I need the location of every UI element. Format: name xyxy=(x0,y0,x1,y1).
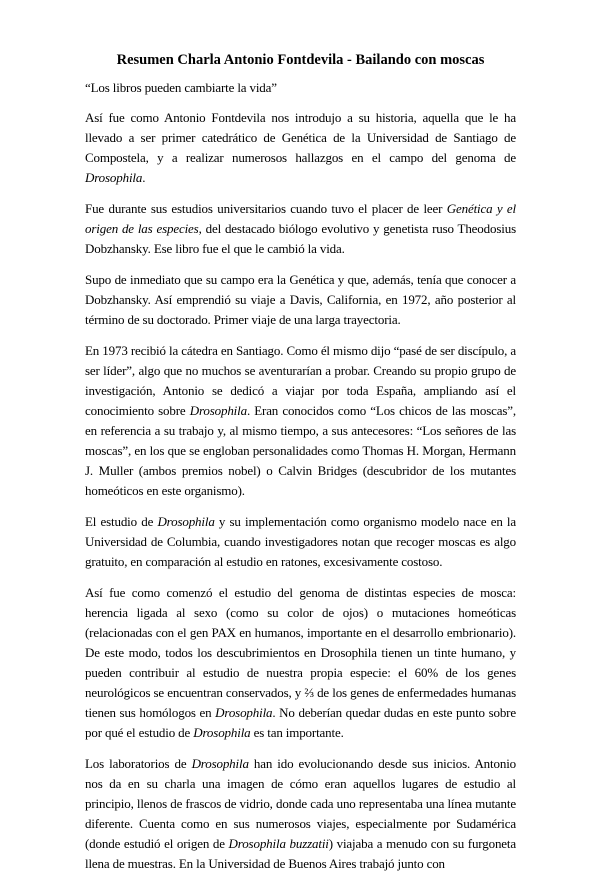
species-name: Drosophila buzzatii xyxy=(228,836,329,851)
species-name: Drosophila xyxy=(157,514,215,529)
species-name: Drosophila xyxy=(189,403,247,418)
paragraph-1: Así fue como Antonio Fontdevila nos introdujo a su historia, aquella que le ha llevado a ser primer catedrático de Genética de la Universidad de Santiago de Compostela, y a realizar numerosos hallazgos en el campo del genoma de Drosophila. xyxy=(85,110,516,185)
paragraph-4: En 1973 recibió la cátedra en Santiago. Como él mismo dijo “pasé de ser discípulo, a ser líder”, algo que no muchos se aventurarían a probar. Creando su propio grupo de investigación, Antonio se dedicó a viajar por toda España, ampliando así el conocimiento sobre Drosophila. Eran conocidos como “Los chicos de las moscas”, en referencia a su trabajo y, al mismo tiempo, a sus antecesores: “Los señores de las moscas”, en los que se engloban personalidades como Thomas H. Morgan, Hermann J. Muller (ambos premios nobel) o Calvin Bridges (descubridor de los mutantes homeóticos en este organismo). xyxy=(85,343,516,498)
species-name: Drosophila xyxy=(193,725,251,740)
paragraph-6: Así fue como comenzó el estudio del genoma de distintas especies de mosca: herencia ligada al sexo (como su color de ojos) o mutaciones homeóticas (relacionadas con el gen PAX en humanos, importante en el desarrollo embrionario). De este modo, todos los descubrimientos en Drosophila tienen un tinte humano, y pueden contribuir al estudio de nuestra propia especie: el 60% de los genes neurológicos se encuentran conservados, y ⅔ de los genes de enfermedades humanas tienen sus homólogos en Drosophila. No deberían quedar dudas en este punto sobre por qué el estudio de Drosophila es tan importante. xyxy=(85,585,516,740)
species-name: Drosophila xyxy=(85,170,143,185)
paragraph-3: Supo de inmediato que su campo era la Genética y que, además, tenía que conocer a Dobzhansky. Así emprendió su viaje a Davis, California, en 1972, año posterior al término de su doctorado. Primer viaje de una larga trayectoria. xyxy=(85,272,516,327)
species-name: Drosophila xyxy=(215,705,273,720)
opening-quote: “Los libros pueden cambiarte la vida” xyxy=(85,80,277,95)
paragraph-5: El estudio de Drosophila y su implementación como organismo modelo nace en la Universidad de Columbia, cuando investigadores notan que recoger moscas es algo gratuito, en comparación al estudio en ratones, excesivamente costoso. xyxy=(85,514,516,569)
document-title: Resumen Charla Antonio Fontdevila - Bailando con moscas xyxy=(116,52,485,68)
book-title: Genética y el origen de las especies xyxy=(85,201,517,236)
paragraph-7: Los laboratorios de Drosophila han ido evolucionando desde sus inicios. Antonio nos da en su charla una imagen de cómo eran aquellos lugares de estudio al principio, llenos de frascos de vidrio, donde cada uno representaba una línea mutante diferente. Cuenta como en sus numerosos viajes, especialmente por Sudamérica (donde estudió el origen de Drosophila buzzatii) viajaba a menudo con su furgoneta llena de muestras. En la Universidad de Buenos Aires trabajó junto con xyxy=(85,756,517,871)
paragraph-2: Fue durante sus estudios universitarios cuando tuvo el placer de leer Genética y el origen de las especies, del destacado biólogo evolutivo y genetista ruso Theodosius Dobzhansky. Ese libro fue el que le cambió la vida. xyxy=(85,201,517,256)
species-name: Drosophila xyxy=(191,756,249,771)
